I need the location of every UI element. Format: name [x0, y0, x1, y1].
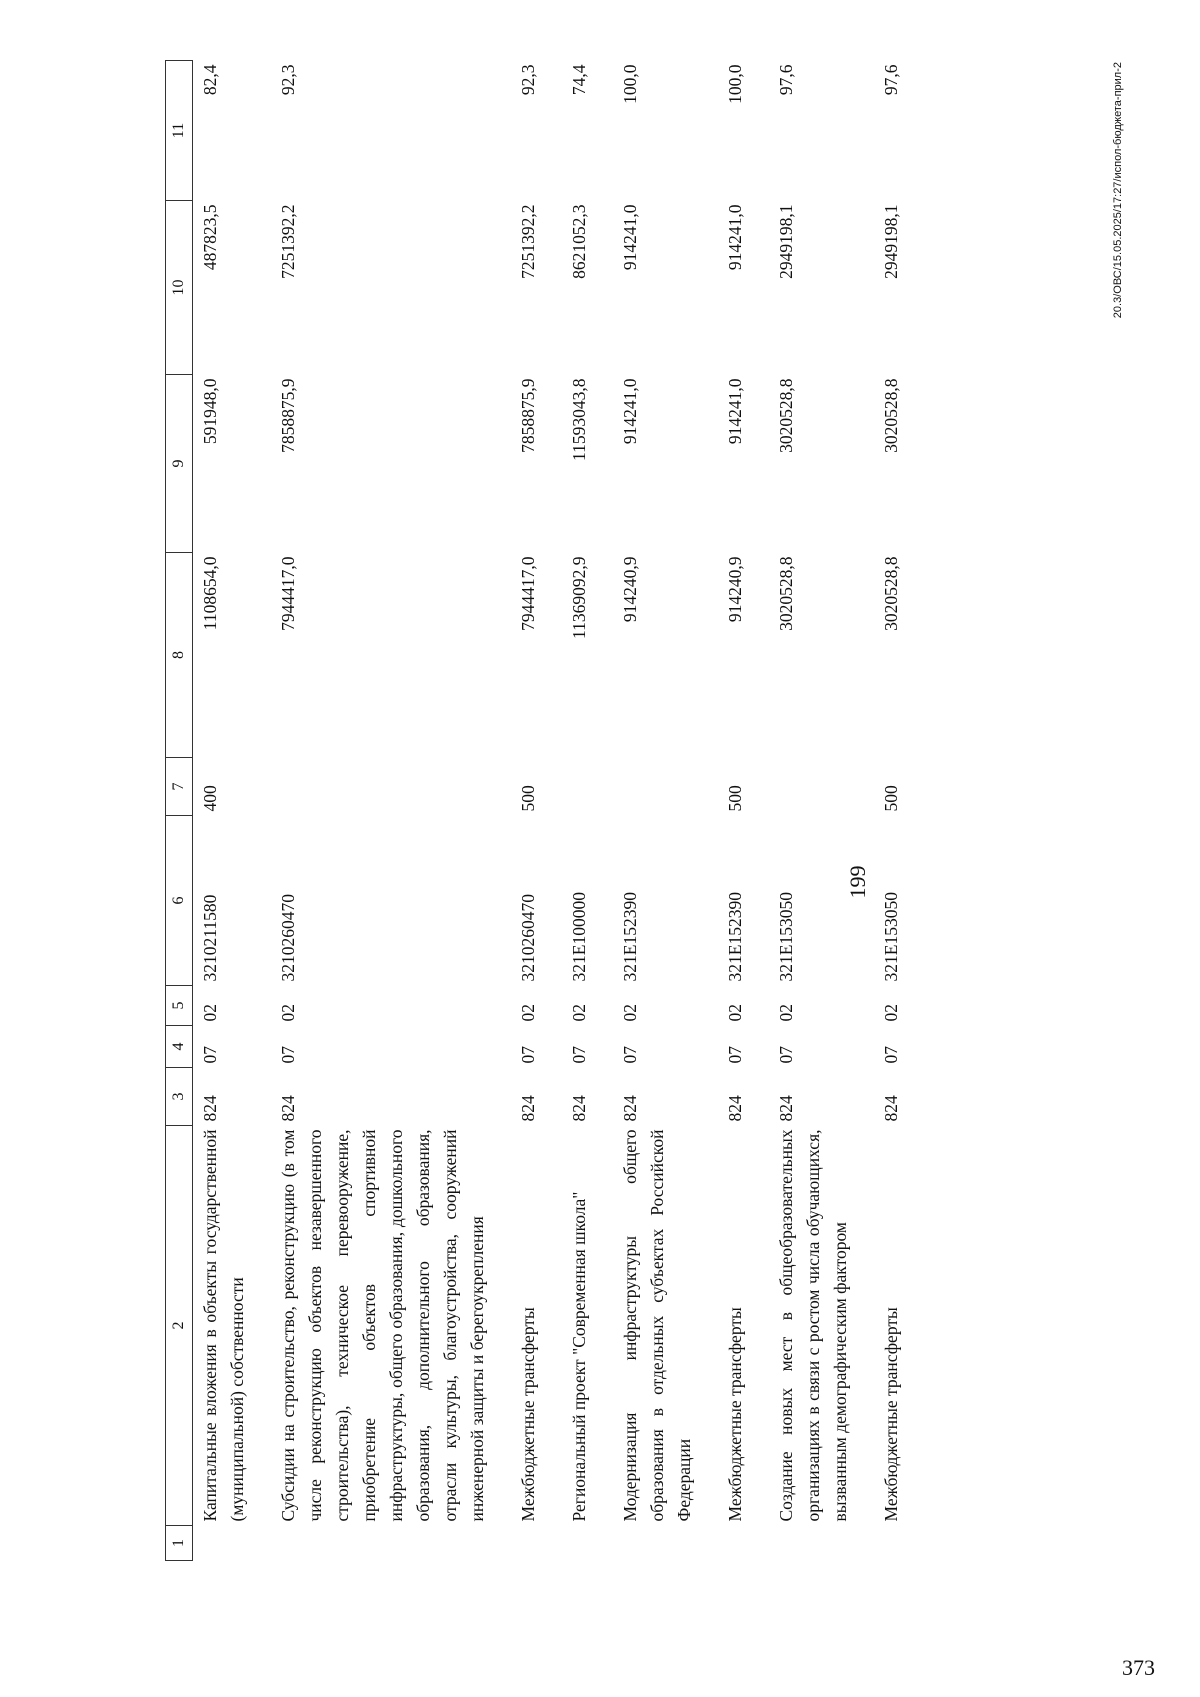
cell-value-9: 3020528,8: [776, 378, 796, 453]
cell-section: 07: [200, 1046, 220, 1064]
column-header: 4: [166, 1026, 193, 1068]
column-header: 5: [166, 986, 193, 1026]
cell-value-8: 1108654,0: [200, 556, 220, 631]
cell-expense-type: [613, 758, 718, 816]
column-header: 6: [166, 816, 193, 986]
cell-value-10: 914241,0: [620, 204, 640, 271]
cell-subsection: 02: [776, 1004, 796, 1022]
column-header: 9: [166, 375, 193, 553]
cell-expense-type: 500: [881, 785, 901, 812]
column-header: 2: [166, 1126, 193, 1526]
cell-value-8: 914240,9: [725, 556, 745, 623]
header-row: [166, 61, 193, 1561]
cell-section: 07: [278, 1046, 298, 1064]
cell-value-9: 7858875,9: [278, 378, 298, 453]
cell-value-9: 914241,0: [725, 378, 745, 445]
cell-value-9: 3020528,8: [881, 378, 901, 453]
cell-ministry-code: 824: [620, 1095, 640, 1122]
table-row: [874, 61, 925, 1561]
table-row: [718, 61, 769, 1561]
cell-target-article: 321Е152390: [725, 892, 745, 982]
cell-target-article: 321Е153050: [776, 892, 796, 982]
cell-subsection: 02: [278, 1004, 298, 1022]
table-row: [193, 61, 272, 1561]
cell-target-article: 321Е152390: [620, 892, 640, 982]
row-description: Региональный проект "Современная школа": [569, 1191, 589, 1522]
row-description: Капитальные вложения в объекты государственной (муниципальной) собственности: [200, 1129, 247, 1522]
cell-value-10: 2949198,1: [881, 204, 901, 279]
row-description: Модернизация инфраструктуры общего образования в отдельных субъектах Российской Федерации: [620, 1129, 694, 1522]
cell-value-8: 914240,9: [620, 556, 640, 623]
page-number: 199: [845, 865, 870, 899]
cell-ministry-code: 824: [569, 1095, 589, 1122]
table-row: [769, 61, 874, 1561]
cell-expense-type: [769, 758, 874, 816]
row-description: Межбюджетные трансферты: [725, 1307, 745, 1522]
cell-value-10: 914241,0: [725, 204, 745, 271]
cell-subsection: 02: [725, 1004, 745, 1022]
cell-section: 07: [620, 1046, 640, 1064]
row-description: Межбюджетные трансферты: [518, 1307, 538, 1522]
row-description: Создание новых мест в общеобразовательных организациях в связи с ростом числа обучающихся, вызванным демографическим фактором: [776, 1129, 850, 1522]
cell-value-9: 914241,0: [620, 378, 640, 445]
cell-expense-type: [271, 758, 511, 816]
cell-subsection: 02: [569, 1004, 589, 1022]
cell-value-10: 2949198,1: [776, 204, 796, 279]
cell-percent: 92,3: [518, 64, 538, 96]
cell-target-article: 3210260470: [278, 894, 298, 982]
footer-reference: 20.3/ОВС/15.05.2025/17:27/испол-бюджета-прил-2: [1112, 62, 1124, 319]
cell-section: 07: [881, 1046, 901, 1064]
cell-section: 07: [776, 1046, 796, 1064]
cell-ministry-code: 824: [200, 1095, 220, 1122]
cell-percent: 97,6: [776, 64, 796, 96]
cell-section: 07: [518, 1046, 538, 1064]
table-row: [613, 61, 718, 1561]
cell-section: 07: [725, 1046, 745, 1064]
cell-target-article: 321Е100000: [569, 892, 589, 982]
cell-ministry-code: 824: [881, 1095, 901, 1122]
row-description: Межбюджетные трансферты: [881, 1307, 901, 1522]
cell-value-9: 7858875,9: [518, 378, 538, 453]
row-description: Субсидии на строительство, реконструкцию (в том числе реконструкцию объектов незавершенного строительства), техническое перевооружение, приобретение объектов спортивной инфраструктуры, общего образования, дошкольного образования, дополнительного образования, отрасли культуры, благоустройства, сооружений инженерной защиты и берегоукрепления: [278, 1129, 487, 1522]
cell-value-8: 11369092,9: [569, 556, 589, 639]
cell-subsection: 02: [200, 1004, 220, 1022]
table-row: [511, 61, 562, 1561]
cell-value-8: 7944417,0: [518, 556, 538, 631]
cell-value-10: 7251392,2: [518, 204, 538, 279]
cell-value-8: 3020528,8: [776, 556, 796, 631]
cell-value-9: 11593043,8: [569, 378, 589, 461]
cell-subsection: 02: [518, 1004, 538, 1022]
cell-expense-type: 500: [725, 785, 745, 812]
column-header: 10: [166, 201, 193, 375]
cell-percent: 97,6: [881, 64, 901, 96]
column-header: 8: [166, 553, 193, 758]
column-header: 3: [166, 1068, 193, 1126]
cell-target-article: 3210260470: [518, 894, 538, 982]
budget-table: [165, 60, 925, 1561]
cell-expense-type: 400: [200, 785, 220, 812]
column-header: 7: [166, 758, 193, 816]
cell-ministry-code: 824: [278, 1095, 298, 1122]
cell-percent: 100,0: [620, 64, 640, 104]
cell-ministry-code: 824: [518, 1095, 538, 1122]
cell-ministry-code: 824: [776, 1095, 796, 1122]
cell-subsection: 02: [881, 1004, 901, 1022]
cell-percent: 82,4: [200, 64, 220, 96]
table-row: [271, 61, 511, 1561]
cell-value-9: 591948,0: [200, 378, 220, 445]
cell-value-10: 8621052,3: [569, 204, 589, 279]
cell-value-8: 7944417,0: [278, 556, 298, 631]
cell-subsection: 02: [620, 1004, 640, 1022]
cell-value-10: 487823,5: [200, 204, 220, 271]
cell-percent: 74,4: [569, 64, 589, 96]
cell-target-article: 3210211580: [200, 894, 220, 982]
sheet-number: 373: [1122, 1655, 1155, 1680]
cell-ministry-code: 824: [725, 1095, 745, 1122]
table-row: [562, 61, 613, 1561]
cell-value-10: 7251392,2: [278, 204, 298, 279]
cell-percent: 92,3: [278, 64, 298, 96]
cell-percent: 100,0: [725, 64, 745, 104]
column-header: 1: [166, 1526, 193, 1561]
cell-expense-type: [562, 758, 613, 816]
cell-expense-type: 500: [518, 785, 538, 812]
cell-target-article: 321Е153050: [881, 892, 901, 982]
cell-value-8: 3020528,8: [881, 556, 901, 631]
cell-section: 07: [569, 1046, 589, 1064]
column-header: 11: [166, 61, 193, 201]
